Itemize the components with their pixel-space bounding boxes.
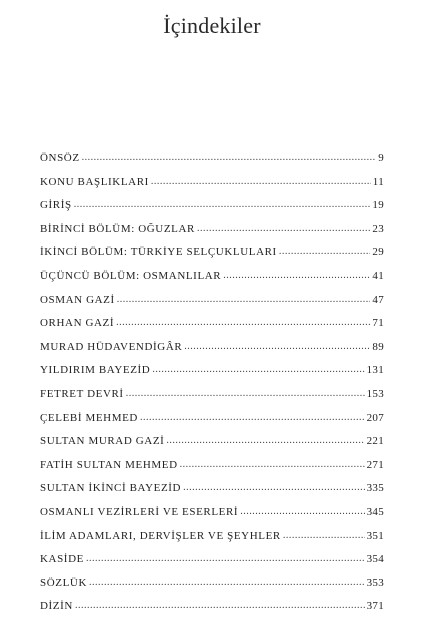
toc-entry-page: 19 [372,199,384,212]
dot-leader [89,575,365,586]
dot-leader [197,221,370,232]
toc-entry-page: 41 [372,269,384,282]
toc-entry-page: 23 [372,222,384,235]
dot-leader [116,315,370,326]
toc-entry [40,386,384,410]
dot-leader [74,197,371,208]
toc-entry-page: 131 [366,364,384,377]
dot-leader [279,244,371,255]
toc-entry-label: İKİNCİ BÖLÜM: TÜRKİYE SELÇUKLULARI [40,246,277,259]
toc-entry-page: 71 [372,317,384,330]
toc-entry-label: MURAD HÜDAVENDİGÂR [40,340,183,353]
toc-entry-page: 153 [366,387,384,400]
toc-entry-label: DİZİN [40,600,73,613]
dot-leader [223,268,370,279]
toc-entry-label: İLİM ADAMLARI, DERVİŞLER VE ŞEYHLER [40,529,281,542]
toc-entry-page: 351 [366,529,384,542]
toc-entry [40,221,384,245]
dot-leader [180,457,365,468]
toc-entry [40,433,384,457]
toc-entry-label: SULTAN İKİNCİ BAYEZİD [40,482,182,495]
toc-entry-label: KASİDE [40,553,84,566]
toc-entry-page: 207 [366,411,384,424]
toc-entry [40,292,384,316]
toc-entry-page: 221 [366,435,384,448]
toc-entry-label: KONU BAŞLIKLARI [40,175,149,188]
toc-entry-label: FATİH SULTAN MEHMED [40,458,178,471]
toc-entry-label: OSMAN GAZİ [40,293,115,306]
table-of-contents [40,150,384,622]
dot-leader [151,174,371,185]
dot-leader [152,362,364,373]
toc-entry [40,174,384,198]
dot-leader [283,528,365,539]
toc-entry-label: FETRET DEVRİ [40,387,124,400]
toc-entry-label: ÜÇÜNCÜ BÖLÜM: OSMANLILAR [40,269,222,282]
dot-leader [240,504,364,515]
toc-entry [40,362,384,386]
dot-leader [166,433,364,444]
toc-entry-page: 271 [366,458,384,471]
page-title: İçindekiler [163,12,261,38]
toc-entry [40,268,384,292]
toc-entry-label: YILDIRIM BAYEZİD [40,364,151,377]
dot-leader [82,150,377,161]
toc-entry-page: 9 [378,152,384,164]
toc-entry-label: OSMANLI VEZİRLERİ VE ESERLERİ [40,505,239,518]
dot-leader [117,292,371,303]
toc-entry [40,197,384,221]
dot-leader [183,480,365,491]
toc-entry-label: BİRİNCİ BÖLÜM: OĞUZLAR [40,222,195,235]
dot-leader [184,339,370,350]
toc-entry-label: ORHAN GAZİ [40,317,115,330]
toc-entry [40,457,384,481]
dot-leader [126,386,365,397]
toc-entry-label: ÇELEBİ MEHMED [40,411,138,424]
toc-entry [40,528,384,552]
toc-entry-page: 353 [366,576,384,589]
toc-entry-label: SULTAN MURAD GAZİ [40,435,165,448]
toc-entry [40,244,384,268]
toc-entry [40,598,384,622]
toc-entry [40,575,384,599]
toc-entry-page: 29 [372,246,384,259]
toc-entry-label: SÖZLÜK [40,576,87,589]
toc-entry-page: 354 [366,553,384,566]
toc-entry-page: 335 [366,482,384,495]
toc-entry-page: 11 [372,175,384,188]
toc-entry-page: 345 [366,505,384,518]
toc-entry [40,339,384,363]
toc-entry [40,315,384,339]
toc-entry-label: ÖNSÖZ [40,152,80,164]
toc-entry [40,150,384,174]
toc-entry [40,410,384,434]
toc-entry-page: 89 [372,340,384,353]
toc-entry [40,504,384,528]
toc-entry [40,551,384,575]
toc-entry-page: 47 [372,293,384,306]
dot-leader [140,410,365,421]
dot-leader [86,551,365,562]
toc-entry-page: 371 [366,600,384,613]
toc-entry-label: GİRİŞ [40,199,72,212]
toc-entry [40,480,384,504]
